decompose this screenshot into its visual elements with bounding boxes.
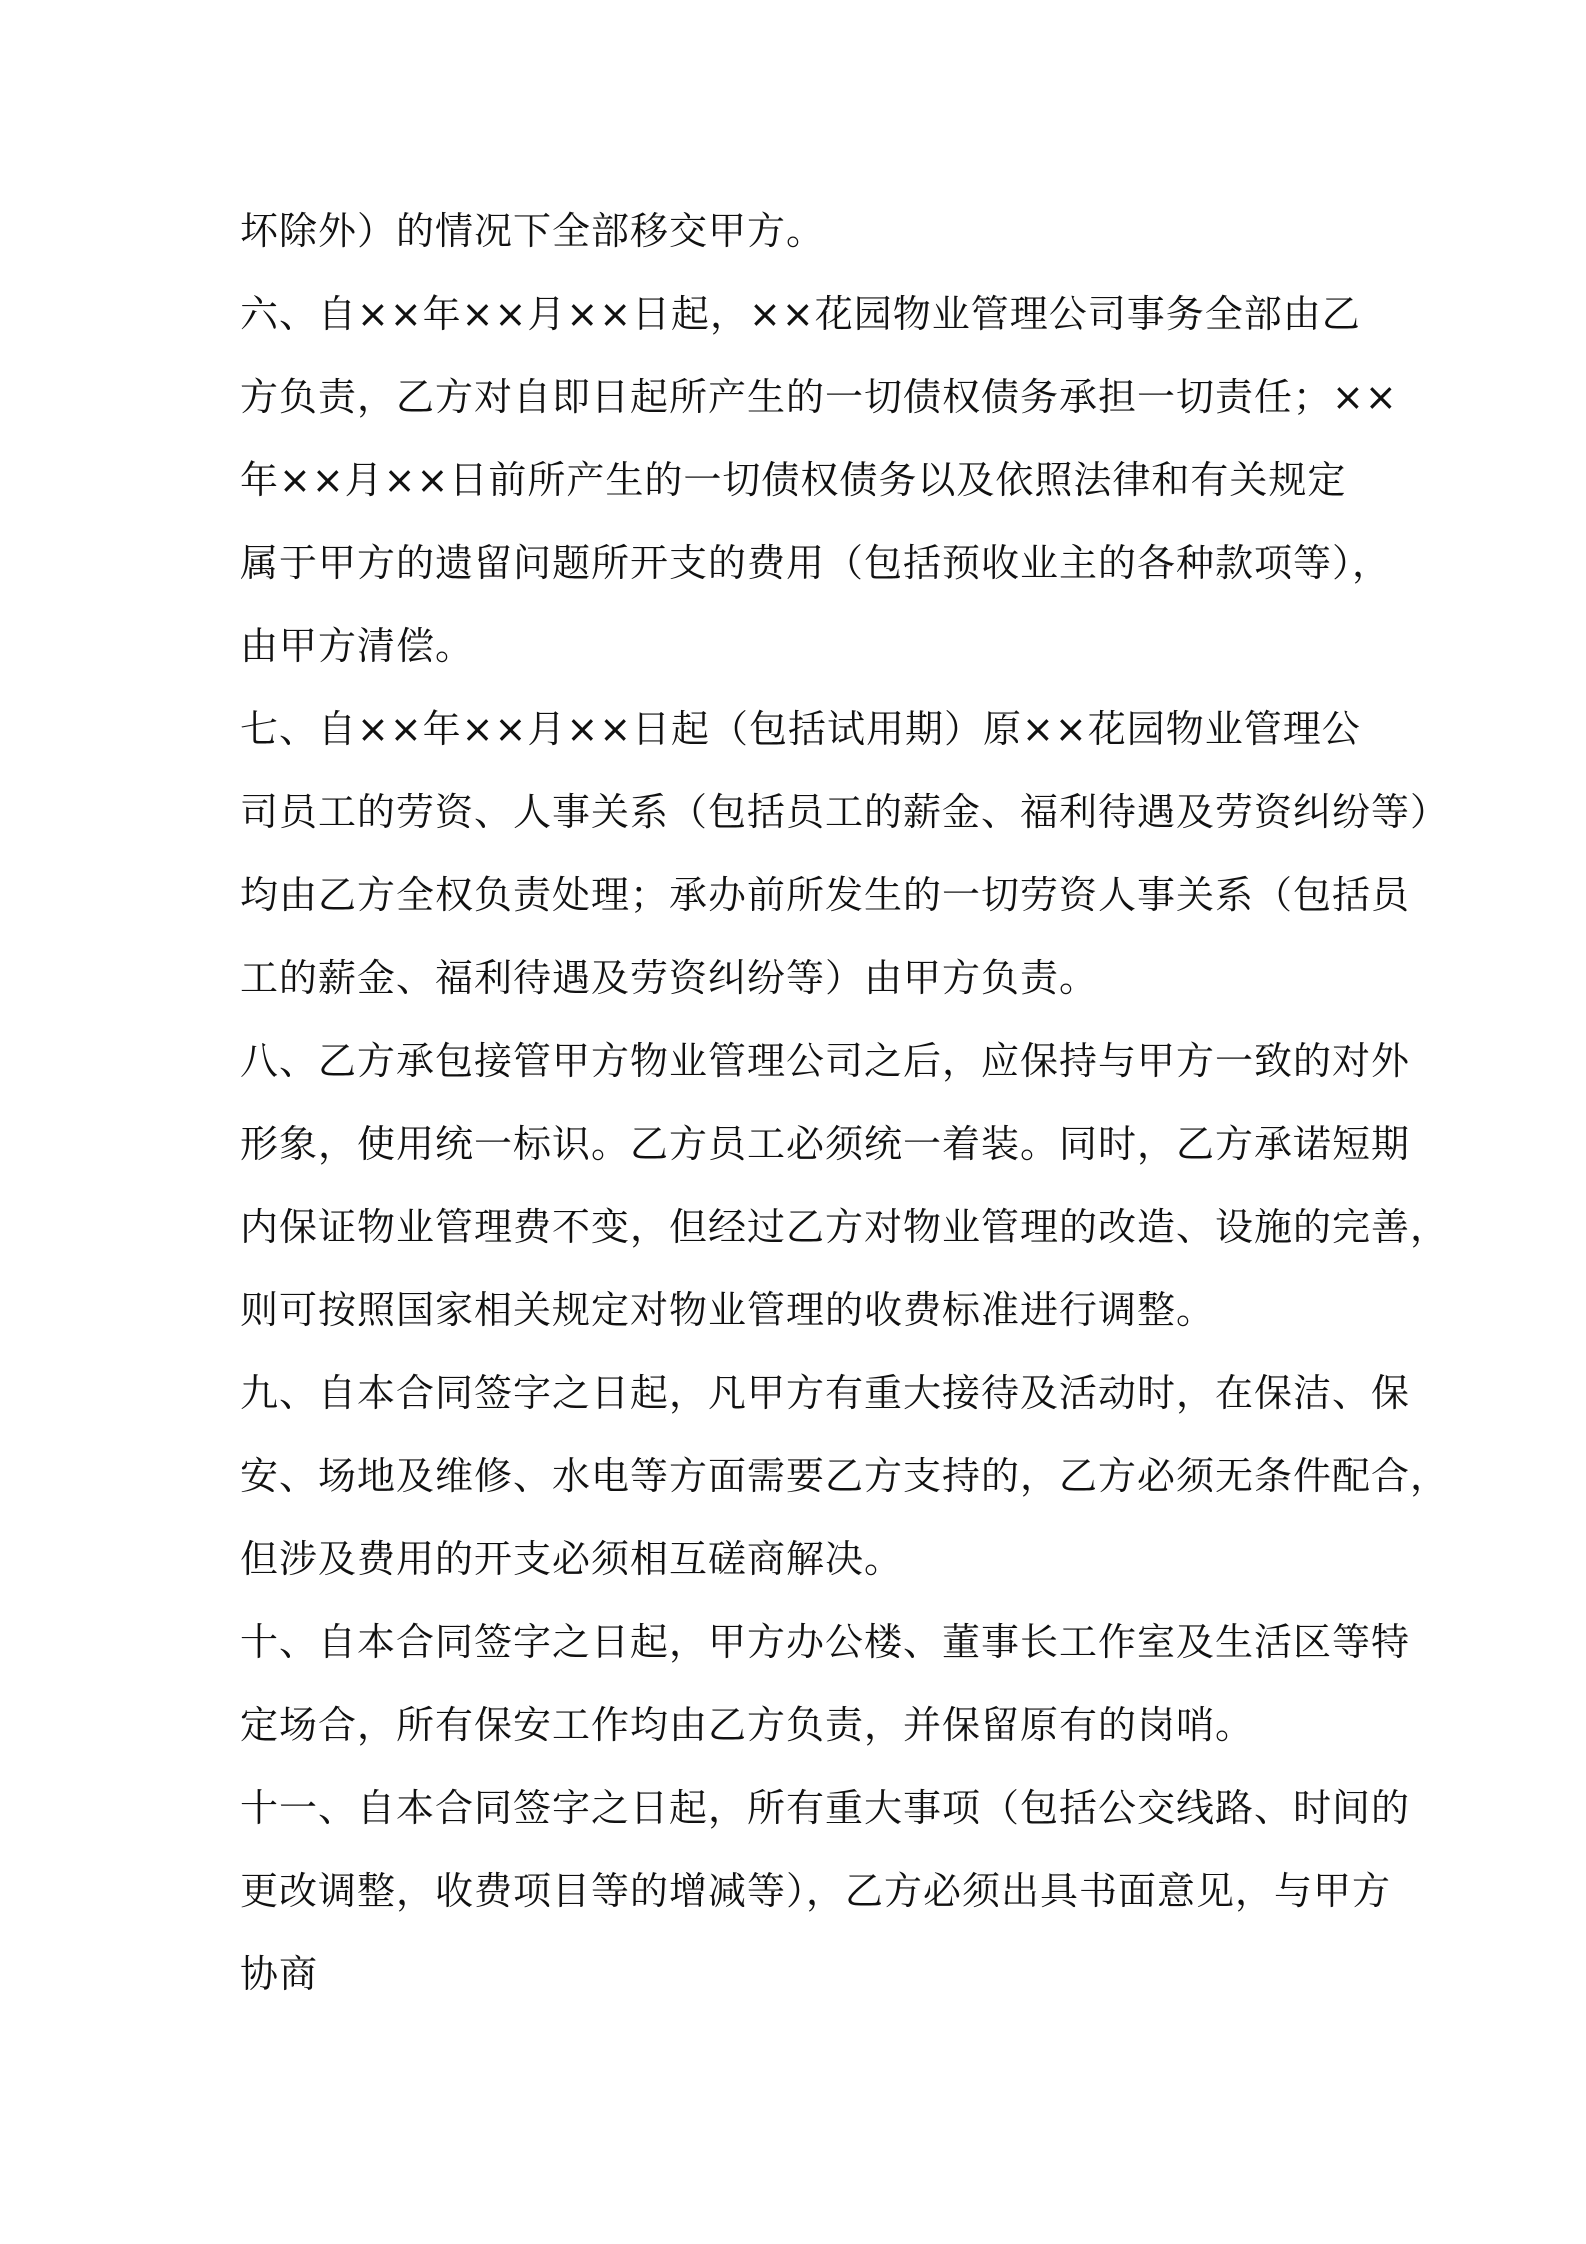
text-line: 八、乙方承包接管甲方物业管理公司之后，应保持与甲方一致的对外 [240,1039,1411,1083]
text-line: 司员工的劳资、人事关系（包括员工的薪金、福利待遇及劳资纠纷等） [240,790,1450,834]
text-line: 方负责，乙方对自即日起所产生的一切债权债务承担一切责任；×× [240,375,1398,419]
text-line: 安、场地及维修、水电等方面需要乙方支持的，乙方必须无条件配合， [240,1454,1450,1498]
text-line: 均由乙方全权负责处理；承办前所发生的一切劳资人事关系（包括员 [240,873,1411,917]
text-line: 九、自本合同签字之日起，凡甲方有重大接待及活动时，在保洁、保 [240,1371,1411,1415]
text-line: 由甲方清偿。 [240,624,475,668]
text-line: 但涉及费用的开支必须相互磋商解决。 [240,1537,904,1581]
text-line: 更改调整，收费项目等的增减等），乙方必须出具书面意见，与甲方 [240,1869,1392,1913]
text-line: 形象，使用统一标识。乙方员工必须统一着装。同时，乙方承诺短期 [240,1122,1411,1166]
text-line: 内保证物业管理费不变，但经过乙方对物业管理的改造、设施的完善， [240,1205,1450,1249]
text-line: 七、自××年××月××日起（包括试用期）原××花园物业管理公 [240,707,1361,751]
text-line: 工的薪金、福利待遇及劳资纠纷等）由甲方负责。 [240,956,1099,1000]
text-line: 则可按照国家相关规定对物业管理的收费标准进行调整。 [240,1288,1216,1332]
text-line: 定场合，所有保安工作均由乙方负责，并保留原有的岗哨。 [240,1703,1255,1747]
text-line: 年××月××日前所产生的一切债权债务以及依照法律和有关规定 [240,458,1347,502]
text-line: 协商 [240,1952,319,1996]
text-line: 属于甲方的遗留问题所开支的费用（包括预收业主的各种款项等）， [240,541,1392,585]
text-line: 坏除外）的情况下全部移交甲方。 [240,209,826,253]
text-line: 六、自××年××月××日起，××花园物业管理公司事务全部由乙 [240,292,1361,336]
text-line: 十一、自本合同签字之日起，所有重大事项（包括公交线路、时间的 [240,1786,1411,1830]
text-line: 十、自本合同签字之日起，甲方办公楼、董事长工作室及生活区等特 [240,1620,1411,1664]
